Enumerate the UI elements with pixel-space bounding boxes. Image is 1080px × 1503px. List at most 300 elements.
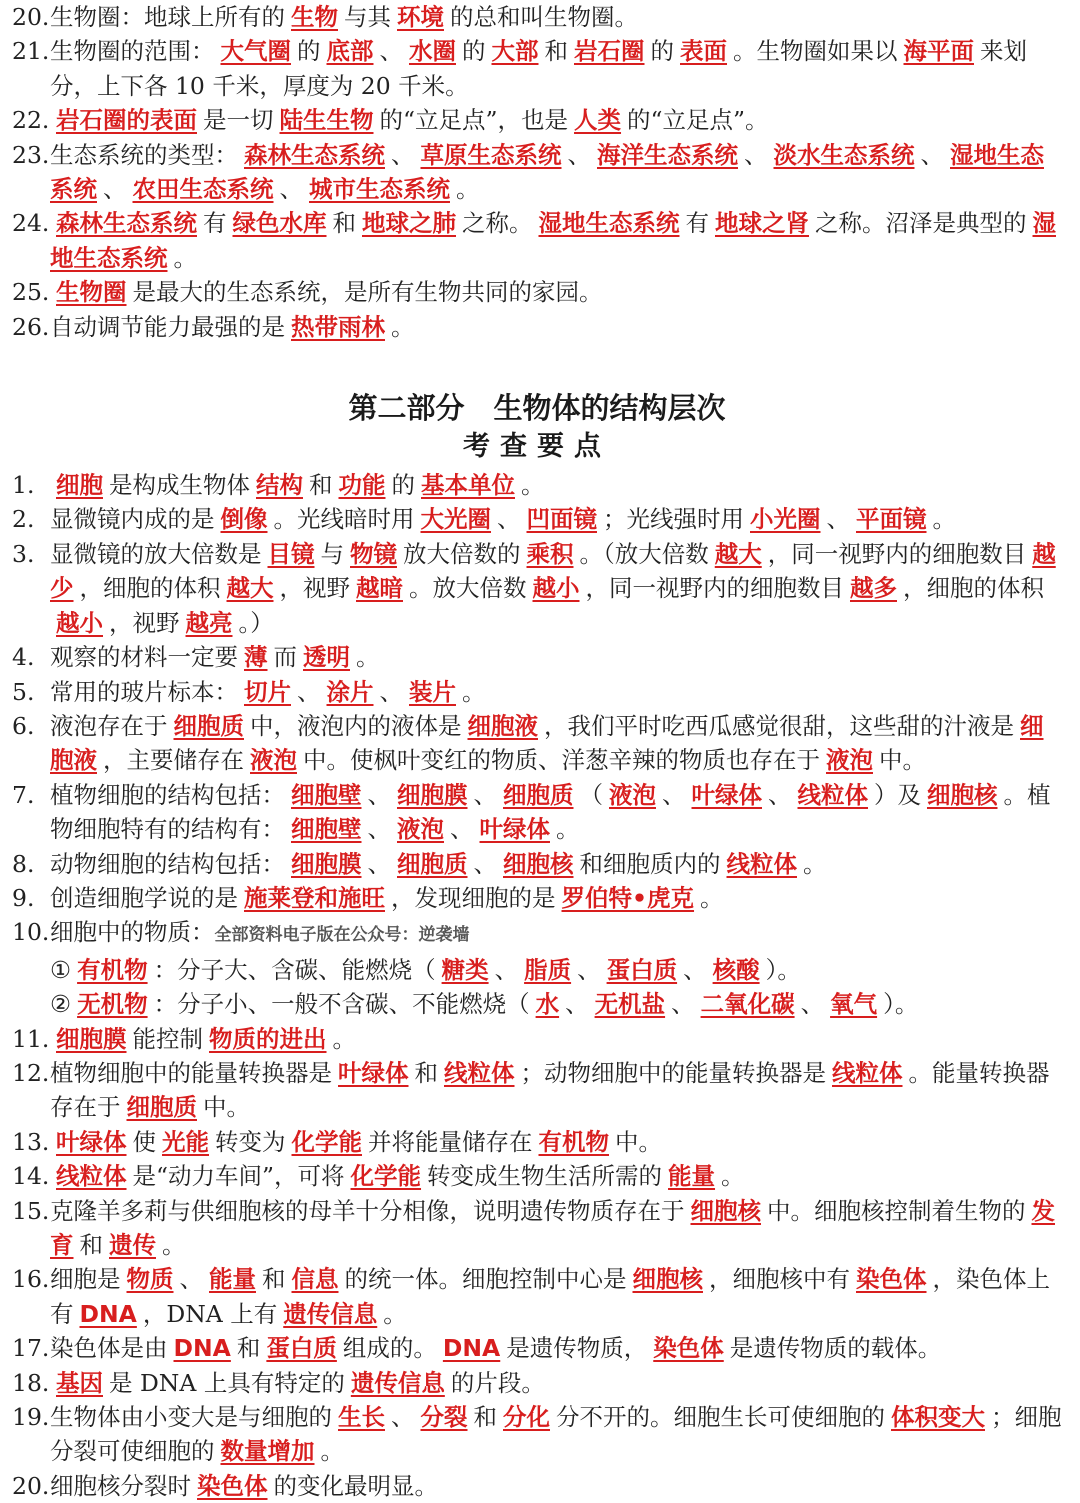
statement-text: 、 xyxy=(379,37,403,66)
item-number: 23. xyxy=(12,140,50,169)
answer-blank: 草原生态系统 xyxy=(420,140,562,169)
statement-text: 。能量转换器存在于 xyxy=(50,1058,1050,1122)
answer-blank: 湿地生态系统 xyxy=(50,209,1056,272)
statement-text: 有 xyxy=(685,209,709,238)
item-number: 8. xyxy=(12,849,35,878)
section-subtitle: 考查要点 xyxy=(463,431,611,463)
statement-text: 和 xyxy=(332,209,356,238)
statement-text: 、 xyxy=(379,677,403,706)
statement-text: ，DNA 上有 xyxy=(142,1299,278,1328)
statement-text: 、 xyxy=(577,955,601,984)
statement-text: 分不开的。细胞生长可使细胞的 xyxy=(556,1403,885,1432)
statement-text: 是最大的生态系统，是所有生物共同的家园。 xyxy=(132,278,603,307)
statement-text: 是 DNA 上具有特定的 xyxy=(109,1368,345,1397)
item-number: 20. xyxy=(12,1471,50,1500)
answer-blank: 糖类 xyxy=(441,955,489,984)
part1-list xyxy=(12,0,1062,344)
item-number: 6. xyxy=(12,711,35,740)
statement-text: 的统一体。细胞控制中心是 xyxy=(344,1265,627,1294)
statement-text: 和 xyxy=(262,1265,286,1294)
statement-text: 常用的玻片标本： xyxy=(50,677,238,706)
answer-blank: 生长 xyxy=(338,1403,385,1432)
statement-text: 使 xyxy=(132,1127,156,1156)
answer-blank: 岩石圈 xyxy=(574,37,645,66)
section-title: 第二部分 生物体的结构层次 xyxy=(348,391,726,426)
statement-text: 是“动力车间”，可将 xyxy=(132,1162,345,1191)
item-number: 16. xyxy=(12,1265,50,1294)
answer-blank: 地球之肾 xyxy=(715,209,809,238)
answer-blank: 越少 xyxy=(50,539,1056,603)
statement-text: 中。 xyxy=(879,746,926,775)
list-item xyxy=(12,881,1062,915)
statement-text: 、 xyxy=(565,990,589,1019)
answer-blank: 脂质 xyxy=(524,955,572,984)
statement-text: （ xyxy=(579,780,603,809)
statement-text: ）。 xyxy=(883,990,919,1019)
answer-blank: 分裂 xyxy=(420,1403,468,1432)
answer-blank: 信息 xyxy=(291,1265,339,1294)
list-item xyxy=(12,1400,1062,1469)
item-number: 24. xyxy=(12,209,50,238)
answer-blank: 罗伯特•虎克 xyxy=(561,883,695,912)
statement-text: 创造细胞学说的是 xyxy=(50,883,238,912)
list-item xyxy=(12,915,1062,952)
list-item xyxy=(12,138,1062,207)
answer-blank: 湿地生态系统 xyxy=(50,140,1044,204)
statement-text: 。 xyxy=(521,471,545,500)
answer-blank: 线粒体 xyxy=(56,1162,127,1191)
statement-text: 的 xyxy=(650,37,674,66)
answer-blank: 装片 xyxy=(409,677,456,706)
statement-text: 、 xyxy=(391,140,415,169)
statement-text: 的片段。 xyxy=(450,1368,545,1397)
answer-blank: 岩石圈的表面 xyxy=(56,106,197,135)
statement-text: 观察的材料一定要 xyxy=(50,643,238,672)
statement-text: 、 xyxy=(103,175,127,204)
answer-blank: 蛋白质 xyxy=(266,1334,337,1363)
answer-blank: 物质 xyxy=(126,1265,174,1294)
statement-text: 、 xyxy=(279,175,303,204)
answer-blank: 小光圈 xyxy=(750,505,821,534)
item-number: 25. xyxy=(12,278,50,307)
statement-text: ，视野 xyxy=(109,608,180,637)
answer-blank: 液泡 xyxy=(609,780,656,809)
statement-text: ；动物细胞中的能量转换器是 xyxy=(520,1058,826,1087)
statement-text: ；细胞分裂可使细胞的 xyxy=(50,1403,1062,1466)
statement-text: 显微镜内成的是 xyxy=(50,505,215,534)
statement-text: 、 xyxy=(473,849,497,878)
list-item xyxy=(12,1056,1062,1125)
list-item xyxy=(12,537,1062,640)
answer-blank: 海平面 xyxy=(903,37,974,66)
statement-text: 细胞中的物质： xyxy=(50,918,215,947)
statement-text: 细胞核分裂时 xyxy=(50,1471,191,1500)
answer-blank: 细胞膜 xyxy=(56,1024,127,1053)
statement-text: 而 xyxy=(273,643,297,672)
statement-text: 是一切 xyxy=(203,106,274,135)
answer-blank: 涂片 xyxy=(326,677,374,706)
statement-text: 、 xyxy=(683,955,707,984)
statement-text: 、 xyxy=(662,780,686,809)
item-number: 18. xyxy=(12,1368,50,1397)
statement-text: ；光线强时用 xyxy=(603,505,744,534)
list-item xyxy=(12,640,1062,674)
spacer xyxy=(12,344,1062,388)
statement-text: 的 xyxy=(391,471,415,500)
statement-text: ，主要储存在 xyxy=(103,746,244,775)
list-item xyxy=(12,275,1062,309)
answer-blank: 薄 xyxy=(244,643,268,672)
answer-blank: 湿地生态系统 xyxy=(538,209,680,238)
statement-text: 。 xyxy=(173,243,197,272)
item-number: 2. xyxy=(12,505,35,534)
statement-text: 、 xyxy=(391,1403,415,1432)
statement-text: ，发现细胞的是 xyxy=(391,883,556,912)
statement-text: 、 xyxy=(800,990,825,1019)
statement-text: 。光线暗时用 xyxy=(273,505,415,534)
statement-text: 和 xyxy=(414,1058,438,1087)
statement-text: 。（放大倍数 xyxy=(579,539,709,568)
statement-text: 有 xyxy=(203,209,227,238)
statement-text: 、 xyxy=(744,140,768,169)
answer-blank: 染色体 xyxy=(653,1334,724,1363)
statement-text: 。生物圈如果以 xyxy=(733,37,898,66)
answer-blank: 线粒体 xyxy=(726,849,797,878)
item-number: 3. xyxy=(12,539,35,568)
answer-blank: 施莱登和施旺 xyxy=(244,883,385,912)
statement-text: 细胞是 xyxy=(50,1265,121,1294)
part2-list xyxy=(12,468,1062,1503)
answer-blank: 有机物 xyxy=(538,1127,609,1156)
answer-blank: 细胞液 xyxy=(50,711,1044,775)
item-number: 20. xyxy=(12,3,50,31)
statement-text: ）及 xyxy=(874,780,921,809)
statement-text: 的“立足点”，也是 xyxy=(379,106,569,135)
answer-blank: 叶绿体 xyxy=(479,815,550,844)
statement-text: 与其 xyxy=(344,3,391,31)
statement-text: 和 xyxy=(473,1403,497,1432)
statement-text: 。 xyxy=(391,312,415,341)
answer-blank: 有机物 xyxy=(77,955,148,984)
answer-blank: 化学能 xyxy=(291,1127,362,1156)
statement-text: 中。 xyxy=(615,1127,662,1156)
statement-text: 、 xyxy=(473,780,497,809)
item-number: 1. xyxy=(12,471,35,500)
statement-text: ：分子大、含碳、能燃烧（ xyxy=(153,955,436,984)
answer-blank: 细胞 xyxy=(56,471,103,500)
item-number: 5. xyxy=(12,677,35,706)
answer-blank: 水圈 xyxy=(409,37,456,66)
answer-blank: 染色体 xyxy=(197,1471,268,1500)
answer-blank: 分化 xyxy=(503,1403,550,1432)
answer-blank: 基因 xyxy=(56,1368,103,1397)
statement-text: ，视野 xyxy=(279,574,350,603)
item-number: 11. xyxy=(12,1024,50,1053)
statement-text: 。 xyxy=(803,849,827,878)
answer-blank: 目镜 xyxy=(267,539,315,568)
item-number: 10. xyxy=(12,918,50,947)
answer-blank: 细胞核 xyxy=(690,1196,761,1225)
answer-blank: 淡水生态系统 xyxy=(773,140,915,169)
statement-text: 。 xyxy=(556,815,580,844)
item-number: 15. xyxy=(12,1196,50,1225)
answer-blank: 无机盐 xyxy=(594,990,666,1019)
statement-text: ① xyxy=(50,955,72,984)
list-item xyxy=(12,1366,1062,1400)
statement-text: 中。细胞核控制着生物的 xyxy=(767,1196,1026,1225)
statement-text: 、 xyxy=(367,780,391,809)
statement-text: 、 xyxy=(367,849,391,878)
statement-text: 之称。沼泽是典型的 xyxy=(815,209,1027,238)
answer-blank: 越大 xyxy=(714,539,762,568)
answer-blank: 细胞壁 xyxy=(291,815,362,844)
answer-blank: 线粒体 xyxy=(797,780,868,809)
answer-blank: 细胞质 xyxy=(126,1093,197,1122)
answer-blank: 细胞核 xyxy=(503,849,574,878)
answer-blank: 线粒体 xyxy=(832,1058,903,1087)
statement-text: 、 xyxy=(497,505,521,534)
answer-blank: 液泡 xyxy=(397,815,444,844)
statement-text: 。 xyxy=(356,643,380,672)
answer-blank: 大部 xyxy=(491,37,539,66)
statement-text: ：分子小、一般不含碳、不能燃烧（ xyxy=(153,990,530,1019)
statement-text: 生物圈的范围： xyxy=(50,37,215,66)
answer-blank: 能量 xyxy=(209,1265,256,1294)
answer-blank: 细胞壁 xyxy=(291,780,362,809)
statement-text: 。 xyxy=(721,1162,745,1191)
statement-text: 、 xyxy=(768,780,792,809)
statement-text: 放大倍数的 xyxy=(403,539,521,568)
statement-text: ，细胞的体积 xyxy=(903,574,1044,603)
statement-text: 和 xyxy=(544,37,568,66)
statement-text: 是遗传物质的载体。 xyxy=(729,1334,942,1363)
answer-blank: 切片 xyxy=(244,677,291,706)
source-note: 全部资料电子版在公众号：逆袭墙 xyxy=(214,925,470,946)
statement-text: 显微镜的放大倍数是 xyxy=(50,539,262,568)
statement-text: 生物圈：地球上所有的 xyxy=(50,3,285,31)
list-item xyxy=(12,1125,1062,1159)
statement-text: 是遗传物质， xyxy=(506,1334,648,1363)
answer-blank: 发育 xyxy=(50,1196,1055,1259)
answer-blank: DNA xyxy=(442,1334,501,1363)
item-number: 7. xyxy=(12,780,35,809)
answer-blank: 越多 xyxy=(850,574,897,603)
answer-blank: 能量 xyxy=(668,1162,716,1191)
answer-blank: 绿色水库 xyxy=(232,209,327,238)
statement-text: 。 xyxy=(932,505,956,534)
statement-text: 植物细胞中的能量转换器是 xyxy=(50,1058,332,1087)
statement-text: 。 xyxy=(462,677,486,706)
answer-blank: 生物 xyxy=(291,3,338,31)
answer-blank: 细胞液 xyxy=(467,711,538,740)
answer-blank: 叶绿体 xyxy=(56,1127,127,1156)
statement-text: 组成的。 xyxy=(342,1334,437,1363)
answer-blank: 物质的进出 xyxy=(209,1024,327,1053)
answer-blank: 大光圈 xyxy=(420,505,491,534)
statement-text: 液泡存在于 xyxy=(50,711,168,740)
answer-blank: 农田生态系统 xyxy=(132,175,274,204)
list-item xyxy=(12,1194,1062,1263)
list-item xyxy=(12,310,1062,344)
answer-blank: 叶绿体 xyxy=(691,780,762,809)
statement-text: 。 xyxy=(162,1231,186,1259)
answer-blank: 物镜 xyxy=(350,539,397,568)
answer-blank: 细胞核 xyxy=(632,1265,703,1294)
answer-blank: 城市生态系统 xyxy=(309,175,450,204)
answer-blank: 生物圈 xyxy=(56,278,127,307)
statement-text: 。 xyxy=(320,1437,344,1466)
answer-blank: 越小 xyxy=(56,608,103,637)
statement-text: ，我们平时吃西瓜感觉很甜，这些甜的汁液是 xyxy=(544,711,1014,740)
list-item xyxy=(12,675,1062,709)
answer-blank: 平面镜 xyxy=(856,505,927,534)
answer-blank: 功能 xyxy=(338,471,386,500)
answer-blank: 遗传 xyxy=(109,1231,156,1259)
answer-blank: 化学能 xyxy=(350,1162,422,1191)
statement-text: 。植物细胞特有的结构有： xyxy=(50,780,1051,844)
statement-text: ，染色体上有 xyxy=(50,1265,1050,1328)
item-number: 22. xyxy=(12,106,50,135)
answer-blank: 海洋生态系统 xyxy=(597,140,738,169)
answer-blank: 乘积 xyxy=(526,539,574,568)
answer-blank: 体积变大 xyxy=(891,1403,985,1432)
statement-text: ，同一视野内的细胞数目 xyxy=(767,539,1027,568)
list-item xyxy=(12,468,1062,502)
answer-blank: 细胞质 xyxy=(503,780,574,809)
statement-text: 生态系统的类型： xyxy=(50,140,238,169)
item-number: 26. xyxy=(12,312,50,341)
statement-text: 克隆羊多莉与供细胞核的母羊十分相像，说明遗传物质存在于 xyxy=(50,1196,685,1225)
answer-blank: 越亮 xyxy=(185,608,233,637)
statement-text: 植物细胞的结构包括： xyxy=(50,780,285,809)
answer-blank: 森林生态系统 xyxy=(56,209,197,238)
statement-text: 转变为 xyxy=(215,1127,286,1156)
answer-blank: 细胞核 xyxy=(927,780,998,809)
answer-blank: 大气圈 xyxy=(220,37,291,66)
statement-text: 之称。 xyxy=(462,209,533,238)
item-number: 17. xyxy=(12,1334,50,1363)
answer-blank: 叶绿体 xyxy=(338,1058,409,1087)
answer-blank: 数量增加 xyxy=(220,1437,315,1466)
statement-text: 、 xyxy=(826,505,850,534)
answer-blank: 基本单位 xyxy=(421,471,515,500)
list-item xyxy=(12,103,1062,137)
list-item xyxy=(12,1022,1062,1056)
list-item xyxy=(12,1159,1062,1193)
answer-blank: 凹面镜 xyxy=(526,505,597,534)
answer-blank: 无机物 xyxy=(77,990,148,1019)
item-number: 9. xyxy=(12,883,35,912)
statement-text: 和 xyxy=(236,1334,261,1363)
answer-blank: 森林生态系统 xyxy=(244,140,385,169)
statement-text: 生物体由小变大是与细胞的 xyxy=(50,1403,332,1432)
answer-blank: 表面 xyxy=(680,37,727,66)
statement-text: 是构成生物体 xyxy=(109,471,250,500)
answer-blank: 液泡 xyxy=(826,746,873,775)
answer-blank: 氧气 xyxy=(830,990,878,1019)
list-item xyxy=(12,709,1062,778)
statement-text: 和细胞质内的 xyxy=(579,849,721,878)
statement-text: 。 xyxy=(383,1299,407,1328)
answer-blank: 遗传信息 xyxy=(350,1368,445,1397)
list-item xyxy=(12,778,1062,847)
answer-blank: 细胞质 xyxy=(173,711,244,740)
statement-text: 。放大倍数 xyxy=(409,574,527,603)
answer-blank: DNA xyxy=(173,1334,231,1363)
statement-text: 来划分，上下各 10 千米，厚度为 20 千米。 xyxy=(50,37,1027,100)
statement-text: 转变成生物生活所需的 xyxy=(427,1162,663,1191)
statement-text: 中。 xyxy=(203,1093,250,1122)
statement-text: 、 xyxy=(920,140,944,169)
answer-blank: 透明 xyxy=(303,643,350,672)
answer-blank: 结构 xyxy=(256,471,303,500)
statement-text: 的总和叫生物圈。 xyxy=(450,3,638,31)
item-number: 21. xyxy=(12,37,50,66)
list-item xyxy=(12,1262,1062,1331)
item-number: 19. xyxy=(12,1403,50,1432)
answer-blank: 地球之肺 xyxy=(362,209,456,238)
answer-blank: 线粒体 xyxy=(444,1058,515,1087)
statement-text: 、 xyxy=(367,815,391,844)
answer-blank: 热带雨林 xyxy=(291,312,385,341)
statement-text: 、 xyxy=(671,990,695,1019)
statement-text: 并将能量储存在 xyxy=(368,1127,533,1156)
list-item xyxy=(12,502,1062,536)
statement-text: 、 xyxy=(567,140,591,169)
statement-text: 中。使枫叶变红的物质、洋葱辛辣的物质也存在于 xyxy=(303,746,820,775)
statement-text: 。 xyxy=(332,1024,356,1053)
list-item xyxy=(12,847,1062,881)
item-number: 4. xyxy=(12,643,35,672)
answer-blank: 人类 xyxy=(574,106,622,135)
answer-blank: 细胞膜 xyxy=(397,780,468,809)
answer-blank: 倒像 xyxy=(220,505,268,534)
statement-text: 的变化最明显。 xyxy=(273,1471,438,1500)
answer-blank: 越暗 xyxy=(356,574,403,603)
statement-text: 。） xyxy=(238,608,274,637)
list-item xyxy=(12,1331,1062,1365)
statement-text: ）。 xyxy=(765,955,801,984)
statement-text: 和 xyxy=(79,1231,103,1259)
item-number: 13. xyxy=(12,1127,50,1156)
answer-blank: 陆生生物 xyxy=(279,106,374,135)
statement-text: 的 xyxy=(297,37,321,66)
item-number: 14. xyxy=(12,1162,50,1191)
statement-text: 中，液泡内的液体是 xyxy=(250,711,462,740)
answer-blank: DNA xyxy=(79,1299,137,1328)
answer-blank: 底部 xyxy=(326,37,374,66)
list-subitem xyxy=(12,953,1062,987)
answer-blank: 液泡 xyxy=(250,746,297,775)
statement-text: 、 xyxy=(179,1265,203,1294)
statement-text: 自动调节能力最强的是 xyxy=(50,312,285,341)
statement-text: 与 xyxy=(320,539,344,568)
list-item xyxy=(12,34,1062,103)
list-item xyxy=(12,0,1062,34)
answer-blank: 越小 xyxy=(532,574,580,603)
answer-blank: 环境 xyxy=(397,3,444,31)
statement-text: ② xyxy=(50,990,72,1019)
answer-blank: 遗传信息 xyxy=(283,1299,378,1328)
answer-blank: 核酸 xyxy=(712,955,760,984)
list-item xyxy=(12,206,1062,275)
statement-text: 和 xyxy=(309,471,333,500)
statement-text: ，细胞的体积 xyxy=(79,574,221,603)
answer-blank: 染色体 xyxy=(856,1265,927,1294)
statement-text: 的 xyxy=(462,37,486,66)
statement-text: ，同一视野内的细胞数目 xyxy=(585,574,844,603)
statement-text: 、 xyxy=(494,955,519,984)
